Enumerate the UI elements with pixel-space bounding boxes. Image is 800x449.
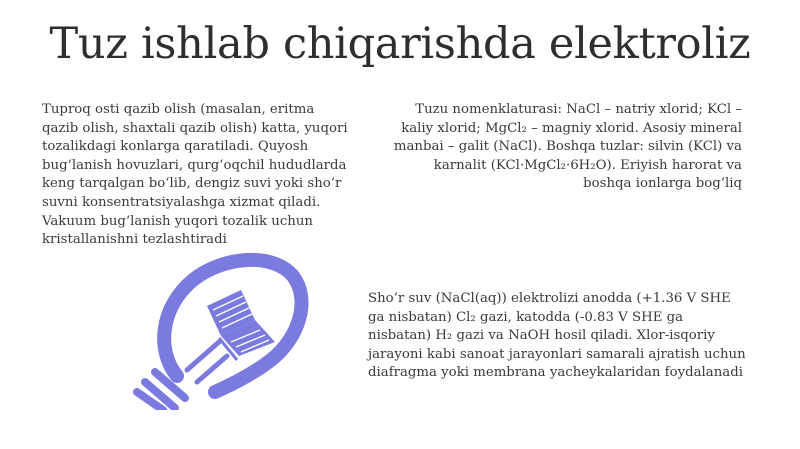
mining-methods-text: Tuproq osti qazib olish (masalan, eritma qazib olish, shaxtali qazib olish) katta, yuqori tozalikdagi konlarga qaratiladi. Quyosh bug‘lanish hovuzlari, qurg‘oqchil hududlarda keng tarqalgan bo‘lib, dengiz suvi yoki sho‘r suvni konsentratsiyalashga xizmat qiladi. Vakuum bug‘lanish yuqori tozalik uchun kristallanishni tezlashtiradi	[42, 102, 348, 248]
salt-nomenclature-text: Tuzu nomenklaturasi: NaCl – natriy xlorid; KCl – kaliy xlorid; MgCl₂ – magniy xlorid. Asosiy mineral manbai – galit (NaCl). Boshqa tuzlar: silvin (KCl) va karnalit (KCl·MgCl₂·6H₂O). Eriyish harorat va boshqa ionlarga bog‘liq	[393, 102, 742, 192]
slide-title: Tuz ishlab chiqarishda elektroliz	[49, 19, 751, 69]
lightbulb-book-icon	[115, 250, 315, 410]
brine-electrolysis-text: Sho‘r suv (NaCl(aq)) elektrolizi anodda (+1.36 V SHE ga nisbatan) Cl₂ gazi, katodda (-0.83 V SHE ga nisbatan) H₂ gazi va NaOH hosil qiladi. Xlor-isqoriy jarayoni kabi sanoat jarayonlari samarali ajratish uchun diafragma yoki membrana yacheykalaridan foydalanadi	[368, 291, 746, 381]
